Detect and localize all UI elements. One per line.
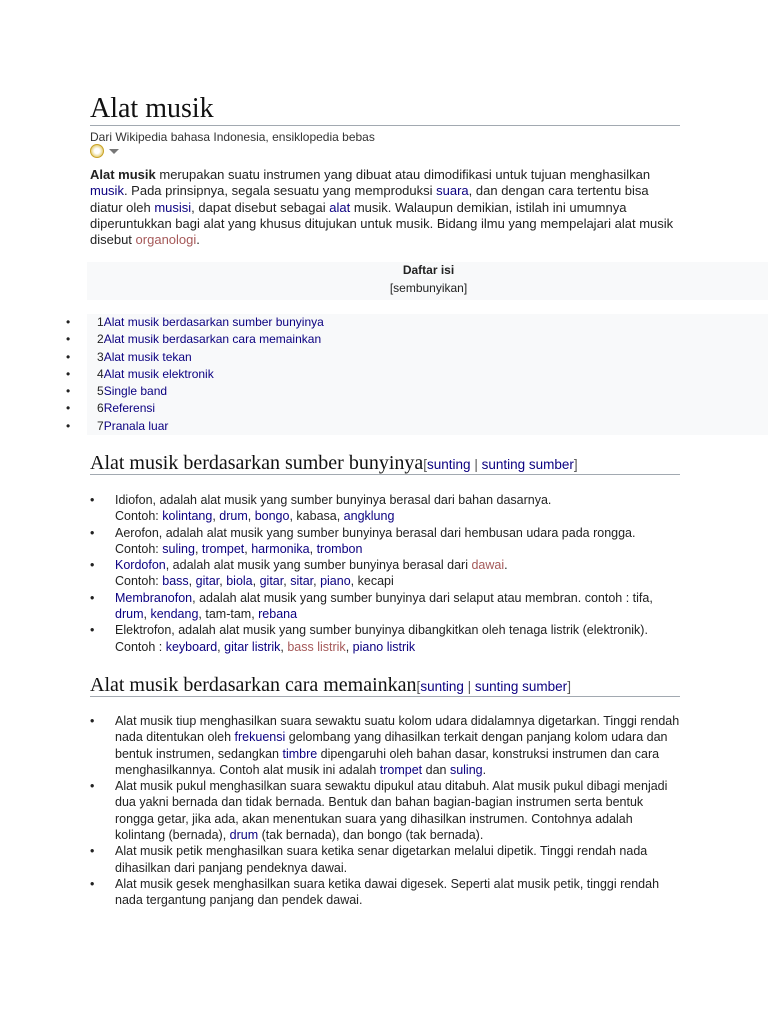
item-text: dan: [422, 762, 450, 777]
item-text: , tam-tam,: [198, 607, 259, 622]
link-bass-listrik[interactable]: bass listrik: [287, 639, 346, 654]
link-kendang[interactable]: kendang: [150, 607, 199, 622]
toc-hide-toggle[interactable]: [sembunyikan]: [389, 281, 468, 295]
list-cara-memainkan: [90, 713, 682, 909]
section-title: Alat musik berdasarkan cara memainkan: [90, 674, 417, 696]
item-text: , kecapi: [350, 574, 394, 589]
list-item: [90, 778, 682, 843]
link-piano-listrik[interactable]: piano listrik: [352, 639, 416, 654]
separator: |: [470, 457, 482, 472]
toc-link[interactable]: Alat musik berdasarkan sumber bunyinya: [103, 315, 324, 329]
item-text: ,: [194, 541, 202, 556]
lead-paragraph: [90, 167, 680, 248]
link-kolintang[interactable]: kolintang: [162, 509, 213, 524]
lead-text: , dapat disebut sebagai: [191, 199, 330, 215]
link-bongo[interactable]: bongo: [254, 509, 290, 524]
link-angklung[interactable]: angklung: [343, 509, 395, 524]
list-item: [90, 843, 682, 876]
link-gitar-listrik[interactable]: gitar listrik: [224, 639, 281, 654]
item-text: dipengaruhi oleh bahan dasar, konstruksi instrumen dan cara menghasilkannya. Contoh alat musik ini adalah: [115, 746, 660, 777]
link-musisi[interactable]: musisi: [154, 199, 192, 215]
lead-text: merupakan suatu instrumen yang dibuat atau dimodifikasi untuk tujuan menghasilkan: [155, 167, 651, 182]
toc-number: 6: [97, 401, 104, 416]
edit-link[interactable]: sunting: [420, 679, 464, 694]
link-suara[interactable]: suara: [436, 183, 469, 199]
link-kordofon[interactable]: Kordofon: [115, 558, 166, 573]
toc-number: 1: [97, 315, 104, 329]
item-text: ,: [219, 574, 227, 589]
link-drum[interactable]: drum: [115, 607, 144, 622]
edit-source-link[interactable]: sunting sumber: [474, 679, 568, 694]
toc-item[interactable]: [66, 331, 324, 348]
item-text: ,: [143, 607, 151, 622]
toc-item[interactable]: [66, 366, 324, 383]
lead-text: musik. Walaupun demikian, istilah ini umumnya diperuntukkan bagi alat yang khusus ditujukan untuk musik. Bidang ilmu yang mempelajari alat musik disebut: [90, 199, 674, 248]
item-text: ,: [212, 509, 220, 524]
item-text: Alat musik pukul menghasilkan suara sewaktu dipukul atau ditabuh. Alat musik pukul dibagi menjadi dua yakni bernada dan tidak bernada. Bentuk dan bahan bagian-bagian instrumen serta bentuk rongga getar, jika ada, akan menentukan suara yang dihasilkan instrumen. Contohnya adalah kolintang (bernada),: [115, 779, 668, 843]
toc-number: 4: [97, 366, 104, 381]
link-sitar[interactable]: sitar: [290, 574, 314, 589]
item-text: Alat musik gesek menghasilkan suara ketika dawai digesek. Seperti alat musik petik, tinggi rendah nada tergantung panjang dan pendek dawai.: [115, 876, 660, 908]
language-selector[interactable]: [90, 142, 122, 160]
link-trompet[interactable]: trompet: [379, 762, 423, 777]
item-text: ,: [345, 639, 353, 654]
section-divider: [90, 474, 680, 475]
item-text: ,: [188, 574, 196, 589]
link-drum[interactable]: drum: [219, 509, 248, 524]
list-item: [90, 713, 682, 778]
toc-item[interactable]: [66, 418, 324, 435]
item-text: Contoh:: [115, 509, 163, 524]
item-text: ,: [244, 541, 252, 556]
item-text: Idiofon, adalah alat musik yang sumber bunyinya berasal dari bahan dasarnya.: [115, 493, 552, 507]
link-bass[interactable]: bass: [162, 574, 189, 589]
link-membranofon[interactable]: Membranofon: [115, 590, 193, 605]
link-gitar[interactable]: gitar: [195, 574, 220, 589]
bracket: ]: [567, 679, 571, 694]
lead-bold-term: Alat musik: [90, 167, 156, 182]
bracket: [: [416, 679, 421, 694]
toc-link[interactable]: Alat musik tekan: [103, 349, 192, 364]
link-harmonika[interactable]: harmonika: [251, 541, 310, 556]
page-title: Alat musik: [90, 93, 214, 124]
edit-source-link[interactable]: sunting sumber: [481, 457, 574, 472]
item-text: Alat musik petik menghasilkan suara ketika senar digetarkan melalui dipetik. Tinggi rendah nada dihasilkan dari panjang pendeknya dawai.: [115, 844, 648, 875]
toc-title: Daftar isi: [402, 263, 455, 277]
toc-link[interactable]: Referensi: [103, 401, 156, 416]
lead-text: .: [196, 232, 200, 248]
list-item: [90, 492, 682, 525]
item-text: , kabasa,: [289, 509, 344, 524]
link-suling[interactable]: suling: [162, 541, 195, 556]
link-musik[interactable]: musik: [90, 183, 124, 199]
lead-text: , dan dengan cara tertentu bisa diatur oleh: [90, 183, 649, 215]
chevron-down-icon: [109, 149, 119, 154]
link-piano[interactable]: piano: [320, 574, 351, 589]
item-text: Alat musik tiup menghasilkan suara sewaktu suatu kolom udara didalamnya digetarkan. Tinggi rendah nada ditentukan oleh: [115, 714, 680, 745]
item-text: ,: [247, 509, 255, 524]
list-item: [90, 590, 682, 623]
item-text: ,: [283, 574, 291, 589]
item-text: , adalah alat musik yang sumber bunyinya berasal dari: [165, 558, 472, 573]
toc-link[interactable]: Alat musik berdasarkan cara memainkan: [103, 332, 322, 347]
list-item: [90, 876, 682, 909]
link-frekuensi[interactable]: frekuensi: [234, 730, 286, 745]
list-item: [90, 525, 682, 558]
link-gitar[interactable]: gitar: [259, 574, 284, 589]
list-item: [90, 622, 682, 655]
language-icon: [90, 144, 104, 158]
toc-number: 3: [97, 349, 104, 364]
toc-number: 2: [97, 332, 104, 347]
toc-list: [66, 314, 324, 435]
list-item: [90, 557, 682, 590]
link-drum[interactable]: drum: [229, 828, 259, 843]
item-text: .: [504, 558, 508, 573]
bracket: [: [423, 457, 428, 472]
item-text: Contoh:: [115, 541, 163, 556]
item-text: , adalah alat musik yang sumber bunyinya dari selaput atau membran. contoh : tifa,: [192, 590, 653, 605]
item-text: Elektrofon, adalah alat musik yang sumber bunyinya dibangkitkan oleh tenaga listrik (elektronik).: [115, 623, 648, 638]
item-text: gelombang yang dihasilkan terkait dengan panjang kolom udara dan bentuk instrumen, sedangkan: [115, 730, 668, 761]
link-suling[interactable]: suling: [449, 762, 483, 777]
item-text: Aerofon, adalah alat musik yang sumber bunyinya berasal dari hembusan udara pada rongga.: [115, 525, 636, 540]
toc-link[interactable]: Pranala luar: [103, 418, 169, 433]
item-text: ,: [309, 541, 317, 556]
lead-text: . Pada prinsipnya, segala sesuatu yang memproduksi: [123, 183, 437, 199]
title-divider: [90, 125, 680, 126]
link-dawai[interactable]: dawai: [471, 558, 505, 573]
site-tagline: Dari Wikipedia bahasa Indonesia, ensiklopedia bebas: [90, 130, 375, 144]
edit-link[interactable]: sunting: [427, 457, 471, 472]
item-text: ,: [217, 639, 225, 654]
link-biola[interactable]: biola: [226, 574, 253, 589]
link-rebana[interactable]: rebana: [258, 607, 298, 622]
bracket: ]: [573, 457, 578, 472]
item-text: (tak bernada), dan bongo (tak bernada).: [258, 828, 484, 843]
section-divider: [90, 696, 680, 697]
list-sumber-bunyi: [90, 492, 682, 655]
item-text: ,: [280, 639, 288, 654]
link-organologi[interactable]: organologi: [135, 232, 197, 248]
link-trompet[interactable]: trompet: [201, 541, 245, 556]
link-trombon[interactable]: trombon: [316, 541, 363, 556]
edit-links: [417, 679, 571, 694]
toc-item[interactable]: [66, 349, 324, 366]
toc-number: 7: [97, 418, 104, 433]
toc-item[interactable]: [66, 383, 324, 400]
section-title: Alat musik berdasarkan sumber bunyinya: [90, 452, 424, 474]
toc-number: 5: [97, 384, 104, 399]
separator: |: [463, 679, 475, 694]
edit-links: [423, 457, 577, 472]
item-text: .: [482, 762, 487, 777]
link-alat[interactable]: alat: [329, 199, 351, 215]
link-keyboard[interactable]: keyboard: [165, 639, 218, 654]
toc-item[interactable]: [66, 400, 324, 417]
link-timbre[interactable]: timbre: [282, 746, 318, 761]
toc-item[interactable]: [66, 314, 324, 331]
toc-link[interactable]: Single band: [103, 384, 168, 399]
item-text: Contoh :: [115, 639, 166, 654]
item-text: ,: [252, 574, 260, 589]
item-text: ,: [313, 574, 321, 589]
item-text: Contoh:: [115, 574, 163, 589]
toc-link[interactable]: Alat musik elektronik: [103, 366, 214, 381]
